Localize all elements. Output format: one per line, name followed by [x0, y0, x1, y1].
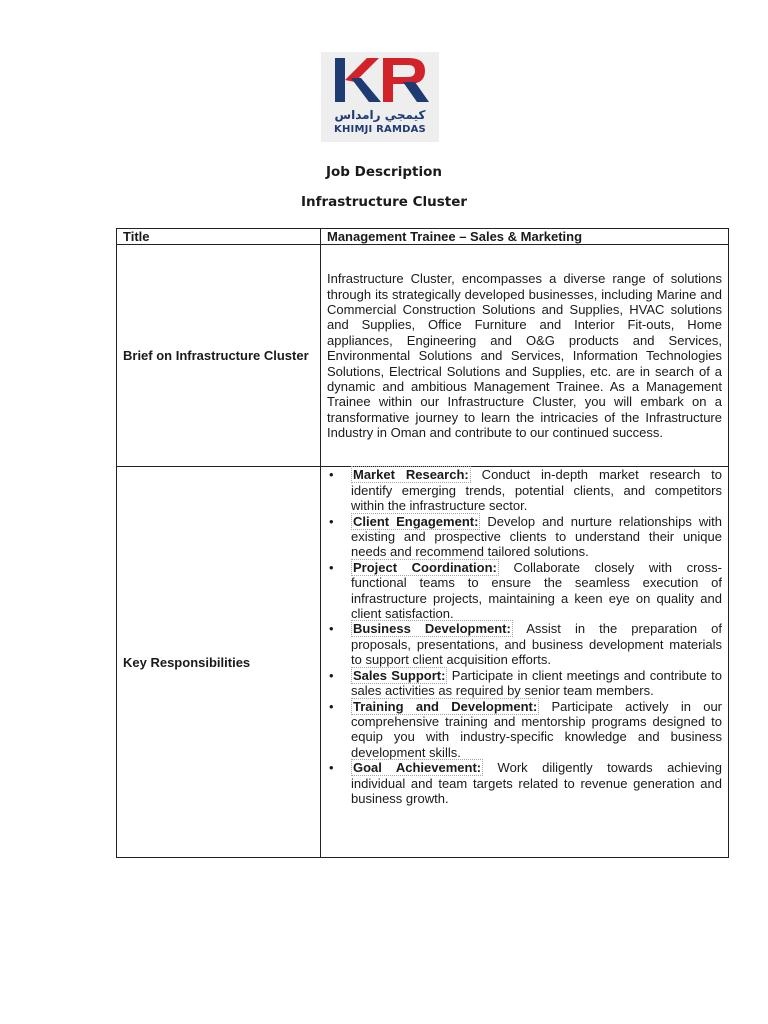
company-logo: [321, 52, 439, 142]
title-value: Management Trainee – Sales & Marketing: [321, 229, 729, 245]
page-title: Job Description: [326, 164, 442, 180]
bullet-icon: •: [329, 513, 334, 529]
responsibility-label: Market Research:: [353, 467, 469, 483]
title-label: Title: [117, 229, 321, 245]
bullet-icon: •: [329, 467, 334, 483]
responsibilities-list: [327, 467, 722, 806]
table-row-responsibilities: [117, 467, 729, 858]
list-item: [327, 760, 722, 806]
list-item: [327, 668, 722, 699]
responsibility-label: Goal Achievement:: [353, 760, 482, 776]
responsibility-label: Training and Development:: [353, 698, 538, 714]
responsibility-label: Business Development:: [353, 621, 511, 637]
responsibility-text: Conduct in-depth market research to identify emerging trends, potential clients, and competitors within the infrastructure sector.: [351, 467, 723, 514]
responsibilities-label: Key Responsibilities: [117, 467, 321, 858]
list-item: [327, 699, 722, 761]
responsibility-text: Participate in client meetings and contribute to sales activities as required by senior team members.: [351, 667, 722, 699]
responsibility-text: Develop and nurture relationships with existing and prospective clients to understand their unique needs and recommend tailored solutions.: [351, 513, 722, 560]
kr-logo-mark: [321, 52, 439, 108]
responsibility-text: Collaborate closely with cross-functional teams to ensure the seamless execution of infrastructure projects, maintaining a keen eye on quality and client satisfaction.: [351, 559, 722, 622]
bullet-icon: •: [329, 559, 334, 575]
bullet-icon: •: [329, 667, 334, 683]
bullet-icon: •: [329, 760, 334, 776]
logo-arabic-text: كيمجي رامداس: [334, 108, 426, 122]
job-description-table: [116, 228, 729, 858]
table-row-brief: [117, 245, 729, 467]
list-item: [327, 621, 722, 667]
list-item: [327, 560, 722, 622]
list-item: [327, 467, 722, 513]
table-row-title: [117, 229, 729, 245]
logo-latin-text: KHIMJI RAMDAS: [334, 124, 426, 135]
list-item: [327, 514, 722, 560]
brief-label: Brief on Infrastructure Cluster: [117, 245, 321, 467]
brief-cell: [321, 245, 729, 467]
page-subtitle: Infrastructure Cluster: [300, 194, 468, 210]
responsibility-label: Client Engagement:: [353, 513, 479, 529]
responsibilities-cell: [321, 467, 729, 858]
responsibility-text: Work diligently towards achieving individual and team targets related to revenue generation and business growth.: [351, 760, 722, 806]
responsibility-label: Project Coordination:: [353, 559, 497, 575]
responsibility-text: Assist in the preparation of proposals, presentations, and business development materials to support client acquisition efforts.: [351, 621, 722, 668]
responsibility-label: Sales Support:: [353, 667, 446, 683]
bullet-icon: •: [329, 698, 334, 714]
responsibility-text: Participate actively in our comprehensive training and mentorship programs designed to equip you with industry-specific knowledge and business development skills.: [351, 698, 723, 760]
brief-text: Infrastructure Cluster, encompasses a diverse range of solutions through its strategically developed businesses, including Marine and Commercial Construction Solutions and Supplies, HVAC solutions and Supplies, Office Furniture and Interior Fit-outs, Home appliances, Engineering and O&G products and Services, Environmental Solutions and Services, Information Technologies Solutions, Electrical Solutions and Supplies, etc. are in search of a dynamic and ambitious Management Trainee. As a Management Trainee within our Infrastructure Cluster, you will embark on a transformative journey to learn the intricacies of the Infrastructure Industry in Oman and contribute to our continued success.: [327, 271, 722, 441]
bullet-icon: •: [329, 621, 334, 637]
